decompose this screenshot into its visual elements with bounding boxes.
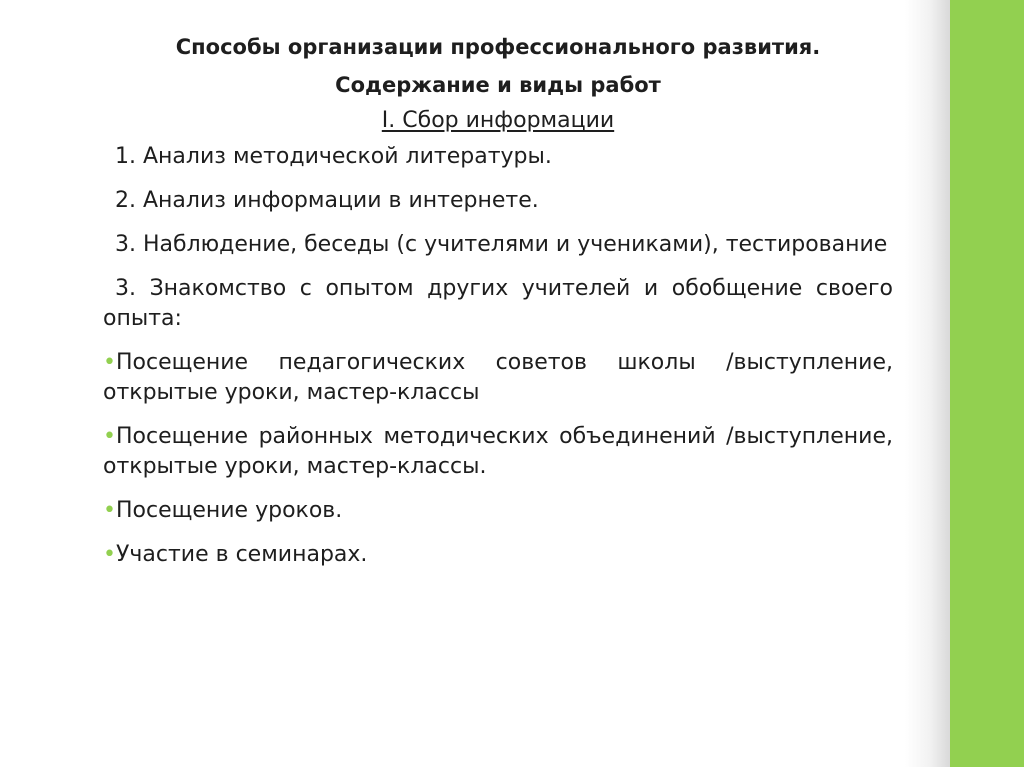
title-line-2: Содержание и виды работ: [335, 73, 661, 97]
bullet-text: Участие в семинарах.: [115, 542, 368, 567]
bullet-item: [103, 422, 893, 482]
slide-title: [103, 28, 893, 104]
bullet-icon: •: [103, 424, 116, 449]
bullet-icon: •: [103, 542, 116, 567]
bullet-icon: •: [103, 498, 116, 523]
list-item: 2. Анализ информации в интернете.: [115, 188, 539, 213]
bullet-text: Посещение уроков.: [115, 498, 343, 523]
section-heading: [103, 106, 893, 136]
bullet-text: Посещение педагогических советов школы /выступление, открытые уроки, мастер-классы: [103, 350, 893, 405]
bullet-item: [103, 496, 893, 526]
accent-bar: [950, 0, 1024, 767]
list-item: 3. Знакомство с опытом других учителей и обобщение своего опыта:: [103, 276, 893, 331]
slide-edge-shadow: [905, 0, 950, 767]
bullet-icon: •: [103, 350, 116, 375]
bullet-item: [103, 540, 893, 570]
bullet-text: Посещение районных методических объединений /выступление, открытые уроки, мастер-классы.: [103, 424, 893, 479]
list-item: 1. Анализ методической литературы.: [115, 144, 552, 169]
list-item: 3. Наблюдение, беседы (с учителями и учениками), тестирование: [115, 232, 888, 257]
bullet-item: [103, 348, 893, 408]
title-line-1: Способы организации профессионального развития.: [175, 35, 821, 59]
section-heading-text: I. Сбор информации: [381, 108, 615, 133]
slide-content: [103, 28, 893, 584]
